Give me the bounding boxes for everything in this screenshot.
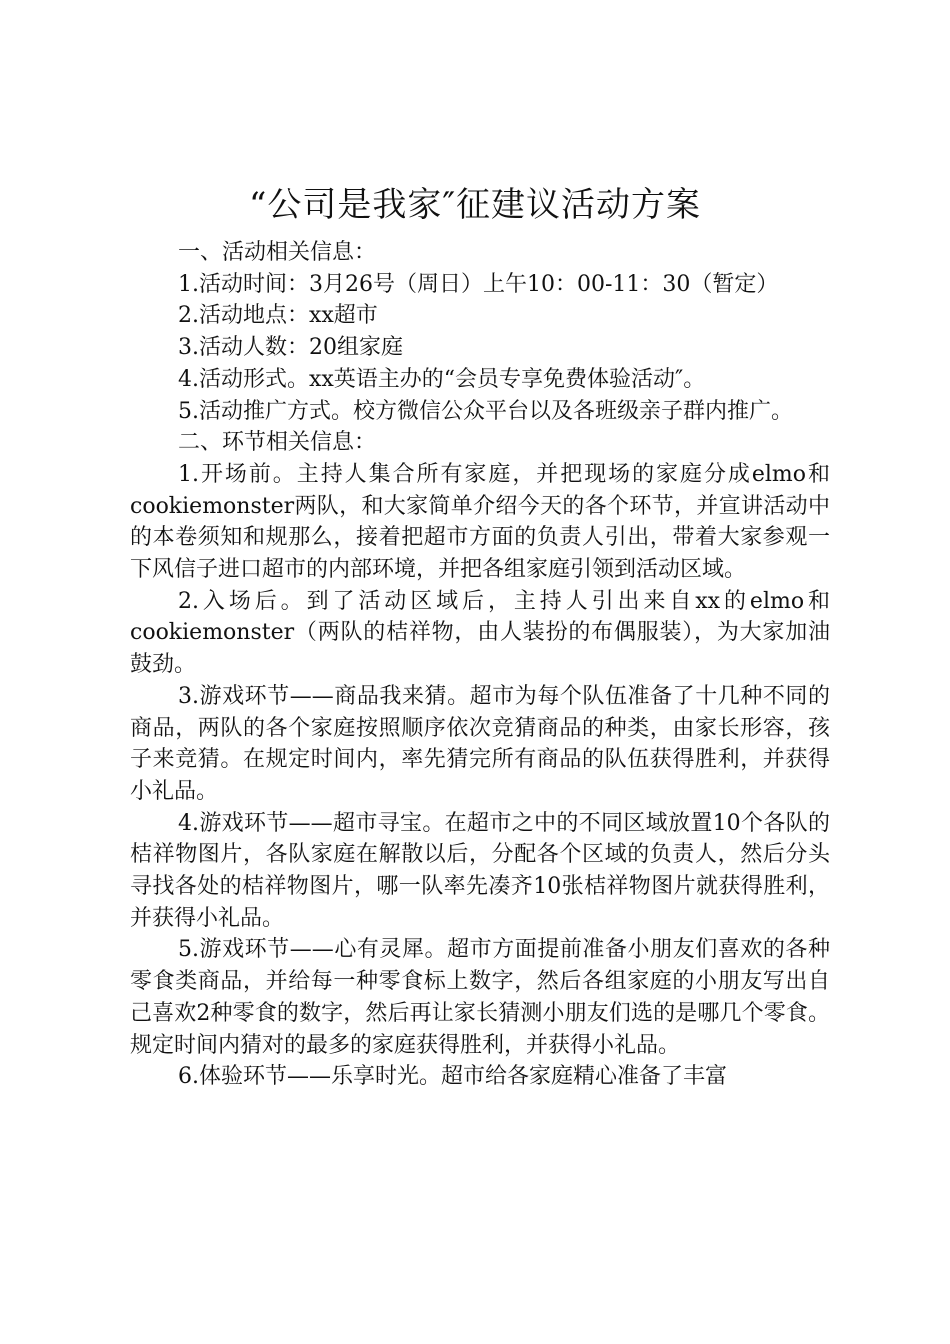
paragraph-participant-count: 3.活动人数：20组家庭: [178, 335, 403, 361]
document-body: [130, 237, 830, 1093]
paragraph-experience-segment: 6.体验环节——乐享时光。超市给各家庭精心准备了丰富: [178, 1064, 727, 1090]
section-heading-segment-info: 二、环节相关信息：: [178, 430, 377, 456]
paragraph-game-treasure-hunt: 4.游戏环节——超市寻宝。在超市之中的不同区域放置10个各队的桔祥物图片，各队家庭在解散以后，分配各个区域的负责人，然后分头寻找各处的桔祥物图片，哪一队率先凑齐10张桔祥物图片就获得胜利，并获得小礼品。: [130, 810, 830, 931]
section-heading-activity-info: 一、活动相关信息：: [178, 240, 377, 265]
paragraph-activity-time: 1.活动时间：3月26号（周日）上午10：00-11：30（暂定）: [178, 271, 779, 297]
paragraph-activity-format: 4.活动形式。xx英语主办的“会员专享免费体验活动″。: [178, 366, 706, 392]
paragraph-promotion-method: 5.活动推广方式。校方微信公众平台以及各班级亲子群内推广。: [178, 398, 793, 424]
paragraph-opening: 1.开场前。主持人集合所有家庭，并把现场的家庭分成elmo和cookiemonster两队，和大家简单介绍今天的各个环节，并宣讲活动中的本卷须知和规那么，接着把超市方面的负责人引出，带着大家参观一下风信子进口超市的内部环境，并把各组家庭引领到活动区域。: [130, 461, 830, 583]
document-title: “公司是我家″征建议活动方案: [248, 185, 702, 225]
paragraph-game-guess-product: 3.游戏环节——商品我来猜。超市为每个队伍准备了十几种不同的商品，两队的各个家庭按照顺序依次竞猜商品的种类，由家长形容，孩子来竞猜。在规定时间内，率先猜完所有商品的队伍获得胜利，并获得小礼品。: [130, 683, 830, 804]
paragraph-activity-location: 2.活动地点：xx超市: [178, 303, 378, 329]
paragraph-game-telepathy: 5.游戏环节——心有灵犀。超市方面提前准备小朋友们喜欢的各种零食类商品，并给每一种零食标上数字，然后各组家庭的小朋友写出自己喜欢2种零食的数字，然后再让家长猜测小朋友们选的是哪几个零食。规定时间内猜对的最多的家庭获得胜利，并获得小礼品。: [130, 937, 830, 1058]
paragraph-entrance: 2.入场后。到了活动区域后，主持人引出来自xx的elmo和cookiemonster（两队的桔祥物，由人装扮的布偶服装），为大家加油鼓劲。: [130, 588, 830, 678]
